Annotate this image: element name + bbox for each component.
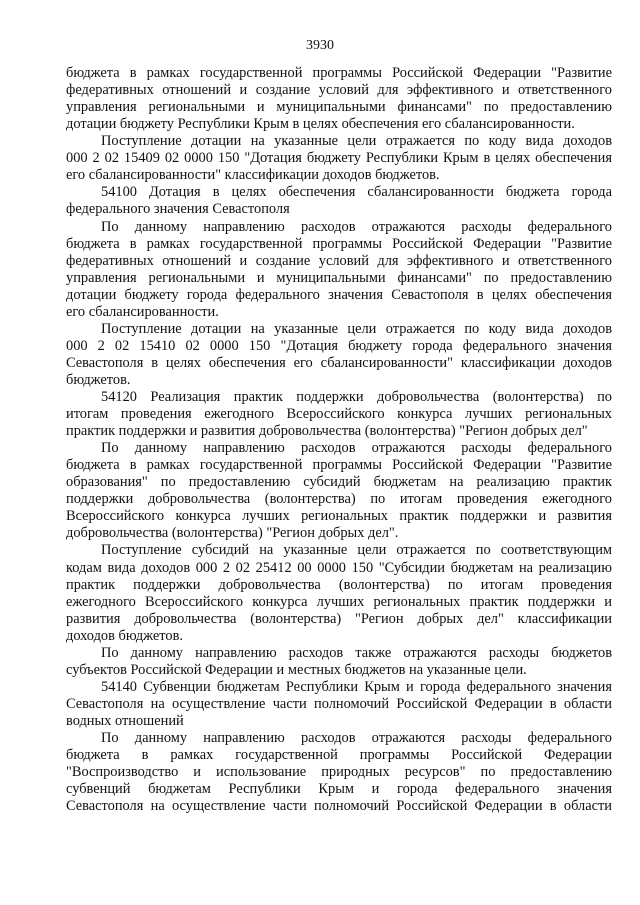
text-line: управления региональными и муниципальными финансами" по предоставлению (66, 99, 612, 116)
text-line: водных отношений (66, 712, 184, 729)
text-line: По данному направлению расходов отражаются расходы федерального (101, 440, 612, 457)
text-line: 54100 Дотация в целях обеспечения сбалансированности бюджета города (101, 184, 612, 201)
text-line: добровольчества (волонтерства) "Регион добрых дел". (66, 525, 399, 542)
text-line: 000 2 02 15409 02 0000 150 "Дотация бюджету Республики Крым в целях обеспечения (66, 150, 612, 167)
text-line: бюджета в рамках государственной программы Российской Федерации (66, 747, 612, 763)
text-line: поддержки добровольчества (волонтерства) по итогам проведения ежегодного (66, 491, 612, 508)
page-number: 3930 (306, 38, 334, 53)
text-line: бюджета в рамках государственной программы Российской Федерации "Развитие (66, 65, 612, 81)
text-line: По данному направлению расходов отражаются расходы федерального (101, 730, 612, 746)
text-line: дотации бюджету Республики Крым в целях обеспечения его сбалансированности. (66, 116, 575, 133)
text-line: бюджета в рамках государственной программы Российской Федерации "Развитие (66, 235, 612, 252)
text-line: субвенций бюджетам Республики Крым и города федерального значения (66, 781, 612, 798)
text-line: управления региональными и муниципальными финансами" по предоставлению (66, 269, 612, 286)
text-line: По данному направлению расходов отражаются расходы федерального (101, 218, 612, 235)
text-line: "Воспроизводство и использование природных ресурсов" по предоставлению (66, 764, 612, 781)
text-line: Севастополя на осуществление части полномочий Российской Федерации в области (66, 798, 612, 815)
text-line: кодам вида доходов 000 2 02 25412 00 0000 150 "Субсидии бюджетам на реализацию (66, 559, 612, 576)
text-line: дотации бюджету города федерального значения Севастополя в целях обеспечения (66, 286, 612, 303)
text-line: 54140 Субвенции бюджетам Республики Крым и города федерального значения (101, 678, 612, 695)
text-line: Поступление субсидий на указанные цели отражается по соответствующим (101, 542, 612, 559)
text-line: 000 2 02 15410 02 0000 150 "Дотация бюджету города федерального значения (66, 337, 612, 354)
text-line: Севастополя в целях обеспечения его сбалансированности" классификации доходов (66, 354, 612, 371)
text-line: По данному направлению расходов также отражаются расходы бюджетов (101, 644, 612, 661)
text-line: Поступление дотации на указанные цели отражается по коду вида доходов (101, 320, 612, 337)
text-line: Всероссийского конкурса лучших региональных практик поддержки и развития (66, 508, 612, 525)
text-line: федерального значения Севастополя (66, 201, 290, 218)
text-line: бюджета в рамках государственной программы Российской Федерации "Развитие (66, 457, 612, 474)
text-line: ежегодного Всероссийского конкурса лучших региональных практик поддержки и (66, 593, 612, 610)
text-line: Севастополя на осуществление части полномочий Российской Федерации в области (66, 695, 612, 712)
text-line: федеративных отношений и создание условий для эффективного и ответственного (66, 82, 612, 98)
text-line: итогам проведения ежегодного Всероссийского конкурса лучших региональных (66, 406, 612, 422)
text-line: субъектов Российской Федерации и местных бюджетов на указанные цели. (66, 661, 527, 678)
text-line: Поступление дотации на указанные цели отражается по коду вида доходов (101, 133, 612, 150)
text-line: практик поддержки добровольчества (волонтерства) по итогам проведения (66, 576, 612, 593)
text-line: его сбалансированности" классификации доходов бюджетов. (66, 167, 440, 184)
text-line: 54120 Реализация практик поддержки добровольчества (волонтерства) по (101, 388, 612, 405)
text-line: бюджетов. (66, 371, 131, 388)
text-line: развития добровольчества (волонтерства) "Регион добрых дел" классификации (66, 610, 612, 627)
text-line: федеративных отношений и создание условий для эффективного и ответственного (66, 252, 612, 269)
text-line: доходов бюджетов. (66, 627, 183, 644)
text-line: его сбалансированности. (66, 303, 219, 320)
text-line: образования" по предоставлению субсидий бюджетам на реализацию практик (66, 474, 612, 491)
text-line: практик поддержки и развития добровольчества (волонтерства) "Регион добрых дел" (66, 423, 588, 440)
